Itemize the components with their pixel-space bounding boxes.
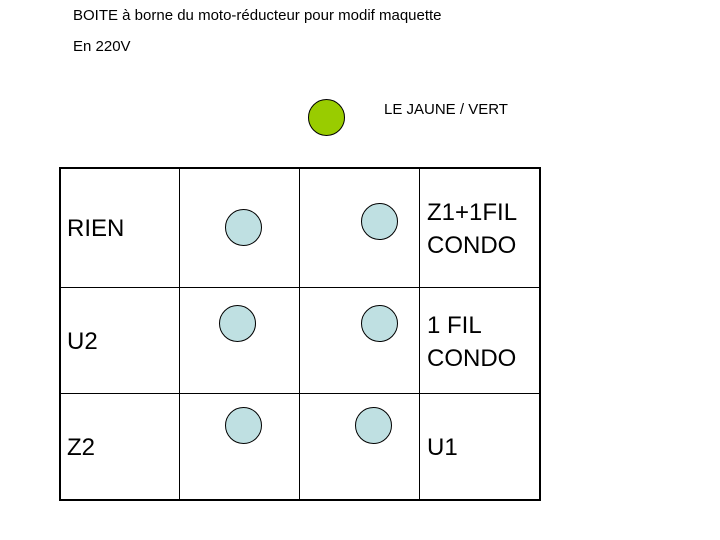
row2-right-label-line2: CONDO (427, 345, 517, 372)
grid-row-divider (61, 393, 539, 394)
grid-column-divider (419, 169, 420, 499)
row3-right-label: U1 (427, 434, 458, 461)
row3-left-label: Z2 (67, 434, 96, 461)
terminal-row3-right-icon (355, 407, 392, 444)
terminal-row1-right-icon (361, 203, 398, 240)
row2-left-label: U2 (67, 328, 98, 355)
row1-right-label-line1: Z1+1FIL (427, 199, 518, 226)
terminal-row3-left-icon (225, 407, 262, 444)
grid-column-divider (299, 169, 300, 499)
row2-right-label-line1: 1 FIL (427, 312, 482, 339)
terminal-row2-left-icon (219, 305, 256, 342)
terminal-row1-left-icon (225, 209, 262, 246)
terminal-block-grid (59, 167, 541, 501)
grid-row-divider (61, 287, 539, 288)
row1-right-label-line2: CONDO (427, 232, 517, 259)
earth-terminal-icon (308, 99, 345, 136)
grid-column-divider (179, 169, 180, 499)
voltage-note: En 220V (73, 38, 131, 55)
diagram-title: BOITE à borne du moto-réducteur pour modif maquette (73, 7, 442, 24)
row1-left-label: RIEN (67, 215, 125, 242)
terminal-row2-right-icon (361, 305, 398, 342)
earth-wire-label: LE JAUNE / VERT (384, 101, 508, 118)
